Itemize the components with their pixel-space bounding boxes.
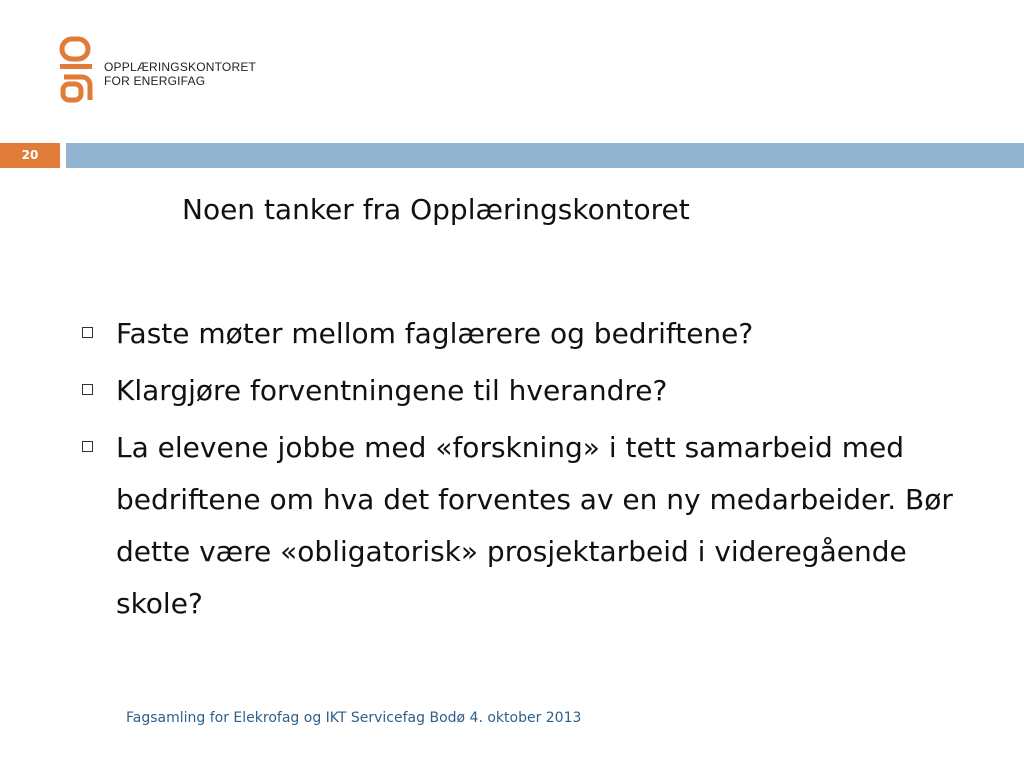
bullet-text: La elevene jobbe med «forskning» i tett samarbeid med bedriftene om hva det forventes av en ny medarbeider. Bør dette være «obligatorisk» prosjektarbeid i videregående skole?: [116, 431, 953, 620]
logo-mark-icon: [58, 36, 94, 104]
slide-title: Noen tanker fra Opplæringskontoret: [182, 193, 690, 226]
bullet-item: [80, 365, 990, 417]
logo-text-line1: OPPLÆRINGSKONTORET: [104, 60, 257, 74]
footer-text: Fagsamling for Elekrofag og IKT Servicefag Bodø 4. oktober 2013: [126, 710, 582, 726]
logo-text: [104, 60, 256, 88]
slide-number: 20: [0, 143, 60, 168]
checkbox-bullet-icon: [82, 384, 93, 395]
bullet-text: Klargjøre forventningene til hverandre?: [116, 374, 668, 407]
bullet-text: Faste møter mellom faglærere og bedriftene?: [116, 317, 754, 350]
bullet-item: [80, 308, 990, 360]
logo-text-line2: FOR ENERGIFAG: [104, 74, 206, 88]
company-logo: [58, 36, 268, 104]
bullet-list: [80, 308, 990, 635]
bullet-item: [80, 422, 990, 630]
checkbox-bullet-icon: [82, 327, 93, 338]
checkbox-bullet-icon: [82, 441, 93, 452]
header-band: [66, 143, 1024, 168]
